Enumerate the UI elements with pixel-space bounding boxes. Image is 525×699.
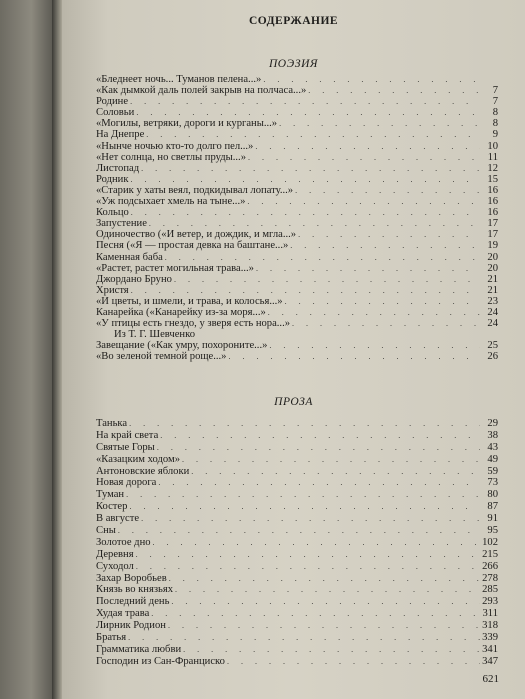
leader-dots bbox=[157, 442, 480, 454]
leader-dots bbox=[171, 596, 480, 608]
toc-entry-page: 16 bbox=[487, 184, 498, 196]
toc-entry bbox=[96, 561, 498, 573]
toc-entry bbox=[96, 252, 498, 263]
facing-page-edge bbox=[0, 0, 52, 699]
toc-entry bbox=[96, 318, 498, 329]
leader-dots bbox=[269, 340, 480, 351]
leader-dots bbox=[227, 656, 480, 668]
leader-dots bbox=[256, 263, 480, 274]
toc-entry-title: Кольцо bbox=[96, 207, 129, 219]
toc-entry-page: 341 bbox=[482, 643, 498, 655]
toc-entry-page: 7 bbox=[492, 96, 498, 108]
leader-dots bbox=[169, 573, 480, 585]
toc-entry-page: 87 bbox=[487, 501, 498, 513]
leader-dots bbox=[136, 561, 480, 573]
toc-entry-title: «Растет, растет могильная трава...» bbox=[96, 262, 254, 274]
toc-entry bbox=[96, 466, 498, 478]
leader-dots bbox=[292, 318, 480, 329]
toc-entry-title: «Бледнеет ночь... Туманов пелена...» bbox=[96, 74, 262, 85]
toc-entry-title: Завещание («Как умру, похороните...» bbox=[96, 340, 268, 352]
leader-dots bbox=[136, 107, 480, 118]
toc-entry-page: 347 bbox=[482, 655, 498, 667]
toc-entry-title: «Уж подсыхает хмель на тыне...» bbox=[96, 196, 246, 208]
toc-entry-page: 21 bbox=[487, 273, 498, 285]
toc-entry-title: Из Т. Г. Шевченко bbox=[114, 329, 196, 341]
toc-entry-page: 59 bbox=[487, 465, 498, 477]
toc-entry-title: «У птицы есть гнездо, у зверя есть нора...» bbox=[96, 318, 291, 330]
toc-entry-page: 17 bbox=[487, 229, 498, 241]
toc-entry-title: Грамматика любви bbox=[96, 643, 182, 655]
toc-entry-title: Лирник Родион bbox=[96, 620, 166, 632]
leader-dots bbox=[175, 584, 480, 596]
toc-entry-page: 16 bbox=[487, 207, 498, 219]
toc-entry-title: Джордано Бруно bbox=[96, 273, 172, 285]
toc-entry-title: «Казацким ходом» bbox=[96, 453, 181, 465]
toc-entry bbox=[96, 174, 498, 185]
leader-dots bbox=[248, 152, 480, 163]
leader-dots bbox=[228, 351, 480, 362]
toc-entry bbox=[96, 118, 498, 129]
toc-entry-page: 24 bbox=[487, 306, 498, 318]
toc-entry-title: Братья bbox=[96, 632, 127, 644]
toc-entry-page: 278 bbox=[482, 572, 498, 584]
toc-entry bbox=[96, 152, 498, 163]
toc-entry-title: Золотое дно bbox=[96, 536, 151, 548]
toc-entry bbox=[96, 513, 498, 525]
toc-entry bbox=[96, 430, 498, 442]
leader-dots bbox=[263, 74, 480, 85]
leader-dots bbox=[136, 549, 480, 561]
toc-entry-page: 293 bbox=[482, 596, 498, 608]
leader-dots bbox=[247, 196, 480, 207]
toc-entry bbox=[96, 263, 498, 274]
toc-entry-page: 91 bbox=[487, 513, 498, 525]
toc-entry-page: 16 bbox=[487, 196, 498, 208]
leader-dots bbox=[183, 644, 480, 656]
leader-dots bbox=[255, 141, 480, 152]
leader-dots bbox=[146, 129, 480, 140]
leader-dots bbox=[118, 525, 480, 537]
toc-entry-title: «Старик у хаты веял, подкидывал лопату...» bbox=[96, 184, 294, 196]
toc-entry-title: Господин из Сан-Франциско bbox=[96, 655, 225, 667]
toc-entry-title: «Как дымкой даль полей закрыв на полчаса...» bbox=[96, 85, 307, 97]
toc-entry bbox=[96, 656, 498, 668]
toc-entry-title: Князь во князьях bbox=[96, 584, 174, 596]
leader-dots bbox=[165, 252, 480, 263]
toc-entry bbox=[96, 296, 498, 307]
toc-entry bbox=[96, 632, 498, 644]
toc-entry bbox=[96, 596, 498, 608]
toc-entry bbox=[96, 489, 498, 501]
toc-entry-title: «И цветы, и шмели, и трава, и колосья...» bbox=[96, 295, 283, 307]
leader-dots bbox=[141, 513, 480, 525]
leader-dots bbox=[149, 218, 480, 229]
leader-dots bbox=[130, 96, 480, 107]
toc-entry-title: Христя bbox=[96, 284, 129, 296]
toc-entry bbox=[96, 340, 498, 351]
toc-entry bbox=[96, 307, 498, 318]
toc-entry-title: Родник bbox=[96, 173, 129, 185]
toc-entry-title: Святые Горы bbox=[96, 441, 155, 453]
leader-dots bbox=[182, 454, 480, 466]
toc-entry-title: Деревня bbox=[96, 548, 134, 560]
toc-entry bbox=[96, 608, 498, 620]
leader-dots bbox=[128, 632, 480, 644]
leader-dots bbox=[158, 477, 480, 489]
toc-entry-page: 17 bbox=[487, 218, 498, 230]
leader-dots bbox=[160, 430, 480, 442]
toc-entry-page: 266 bbox=[482, 560, 498, 572]
toc-entry bbox=[96, 96, 498, 107]
toc-entry-page: 38 bbox=[487, 429, 498, 441]
toc-entry-page: 10 bbox=[487, 140, 498, 152]
toc-entry-title: Последний день bbox=[96, 596, 170, 608]
toc-entry-page: 95 bbox=[487, 525, 498, 537]
toc-entry-title: Суходол bbox=[96, 560, 134, 572]
page-number: 621 bbox=[482, 673, 499, 685]
toc-entry bbox=[96, 274, 498, 285]
toc-entry bbox=[96, 141, 498, 152]
toc-entry bbox=[96, 644, 498, 656]
toc-entry bbox=[96, 537, 498, 549]
leader-dots bbox=[191, 466, 480, 478]
toc-entry-page: 8 bbox=[492, 118, 498, 130]
toc-entry-title: «Могилы, ветряки, дороги и курганы...» bbox=[96, 118, 278, 130]
leader-dots bbox=[295, 185, 480, 196]
toc-entry-page: 73 bbox=[487, 477, 498, 489]
leader-dots bbox=[131, 174, 481, 185]
toc-entry-page: 339 bbox=[482, 632, 498, 644]
toc-entry-page: 43 bbox=[487, 441, 498, 453]
page-title: СОДЕРЖАНИЕ bbox=[248, 15, 339, 27]
leader-dots bbox=[268, 307, 480, 318]
toc-entry bbox=[96, 207, 498, 218]
leader-dots bbox=[141, 163, 480, 174]
toc-entry bbox=[96, 240, 498, 251]
leader-dots bbox=[298, 229, 480, 240]
toc-entry-page: 19 bbox=[487, 240, 498, 252]
toc-entry-page: 11 bbox=[487, 151, 498, 163]
toc-entry-title: Сны bbox=[96, 525, 116, 537]
leader-dots bbox=[131, 285, 480, 296]
toc-entry-page: 20 bbox=[487, 262, 498, 274]
leader-dots bbox=[151, 608, 480, 620]
leader-dots bbox=[131, 207, 480, 218]
toc-entry-title: Канарейка («Канарейку из-за моря...» bbox=[96, 306, 266, 318]
toc-entry bbox=[96, 74, 498, 85]
leader-dots bbox=[126, 489, 480, 501]
leader-dots bbox=[279, 118, 480, 129]
toc-entry bbox=[96, 129, 498, 140]
toc-entry-page: 26 bbox=[487, 351, 498, 363]
toc-entry-page: 8 bbox=[492, 107, 498, 119]
toc-entry-title: «Нет солнца, но светлы пруды...» bbox=[96, 151, 246, 163]
toc-entry bbox=[96, 285, 498, 296]
leader-dots bbox=[308, 85, 480, 96]
toc-entry bbox=[96, 442, 498, 454]
toc-entry-title: Песня («Я — простая девка на баштане...» bbox=[96, 240, 289, 252]
toc-entry-page: 9 bbox=[492, 129, 498, 141]
toc-entry-page: 215 bbox=[482, 548, 498, 560]
toc-entry-page: 311 bbox=[482, 608, 498, 620]
toc-entry bbox=[96, 329, 498, 340]
toc-entry-title: Запустение bbox=[96, 218, 147, 230]
toc-entry-title: Антоновские яблоки bbox=[96, 465, 190, 477]
leader-dots bbox=[168, 620, 480, 632]
toc-entry bbox=[96, 107, 498, 118]
leader-dots bbox=[153, 537, 480, 549]
leader-dots bbox=[285, 296, 480, 307]
toc-entry bbox=[96, 477, 498, 489]
toc-entry-page: 7 bbox=[492, 85, 498, 97]
toc-entry-title: Туман bbox=[96, 489, 125, 501]
toc-entry bbox=[96, 163, 498, 174]
toc-entry bbox=[96, 620, 498, 632]
toc-entry-title: Родине bbox=[96, 96, 129, 108]
toc-entry-page: 29 bbox=[487, 418, 498, 429]
toc-entry-title: Захар Воробьев bbox=[96, 572, 167, 584]
poetry-toc-list bbox=[96, 74, 498, 362]
toc-entry-title: Новая дорога bbox=[96, 477, 157, 489]
leader-dots bbox=[129, 501, 480, 513]
toc-entry-page: 285 bbox=[482, 584, 498, 596]
toc-entry-page: 20 bbox=[487, 251, 498, 263]
toc-entry-title: Худая трава bbox=[96, 608, 150, 620]
toc-entry bbox=[96, 501, 498, 513]
toc-entry-page: 25 bbox=[487, 340, 498, 352]
toc-entry-title: Соловьи bbox=[96, 107, 135, 119]
book-gutter bbox=[52, 0, 62, 699]
toc-entry-page: 80 bbox=[487, 489, 498, 501]
toc-entry bbox=[96, 525, 498, 537]
toc-entry bbox=[96, 196, 498, 207]
toc-entry-page: 23 bbox=[487, 295, 498, 307]
toc-entry bbox=[96, 218, 498, 229]
toc-entry-title: «Нынче ночью кто-то долго пел...» bbox=[96, 140, 254, 152]
leader-dots bbox=[290, 240, 480, 251]
toc-entry-page: 102 bbox=[482, 536, 498, 548]
toc-entry-page: 15 bbox=[487, 173, 498, 185]
prose-toc-list bbox=[96, 418, 498, 668]
toc-page bbox=[62, 0, 525, 699]
toc-entry-title: На Днепре bbox=[96, 129, 145, 141]
toc-entry-title: Каменная баба bbox=[96, 251, 163, 263]
toc-entry-title: «Во зеленой темной роще...» bbox=[96, 351, 227, 363]
section-heading-poetry: ПОЭЗИЯ bbox=[269, 58, 318, 70]
toc-entry bbox=[96, 454, 498, 466]
toc-entry-title: На край света bbox=[96, 429, 159, 441]
toc-entry-title: Костер bbox=[96, 501, 128, 513]
toc-entry-page: 318 bbox=[482, 620, 498, 632]
toc-entry-page: 24 bbox=[487, 318, 498, 330]
toc-entry bbox=[96, 229, 498, 240]
toc-entry bbox=[96, 549, 498, 561]
toc-entry bbox=[96, 85, 498, 96]
toc-entry bbox=[96, 584, 498, 596]
toc-entry bbox=[96, 351, 498, 362]
toc-entry-title: Листопад bbox=[96, 162, 140, 174]
toc-entry-page: 12 bbox=[487, 162, 498, 174]
toc-entry-page: 49 bbox=[487, 453, 498, 465]
toc-entry-title: В августе bbox=[96, 513, 140, 525]
toc-entry bbox=[96, 185, 498, 196]
toc-entry-title: Одиночество («И ветер, и дождик, и мгла...» bbox=[96, 229, 297, 241]
toc-entry-page: 21 bbox=[487, 284, 498, 296]
leader-dots bbox=[174, 274, 480, 285]
toc-entry bbox=[96, 418, 498, 430]
leader-dots bbox=[129, 418, 480, 430]
section-heading-prose: ПРОЗА bbox=[274, 396, 313, 408]
toc-entry bbox=[96, 573, 498, 585]
toc-entry-title: Танька bbox=[96, 418, 128, 429]
